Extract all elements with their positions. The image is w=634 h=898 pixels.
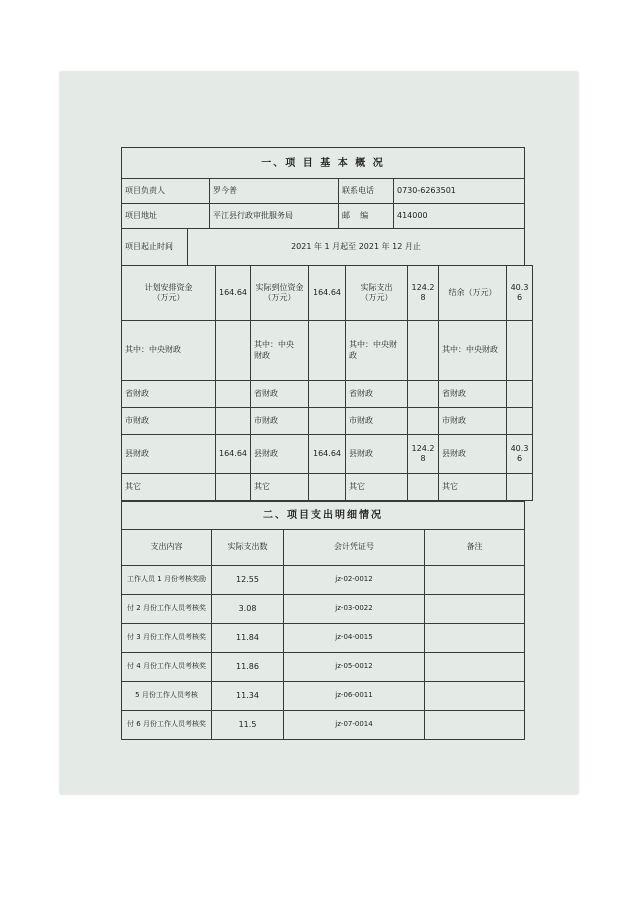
row-value-c (407, 380, 439, 408)
row-label-d: 其它 (438, 473, 507, 501)
row-value-c (407, 407, 439, 435)
header-content: 支出内容 (121, 529, 212, 566)
detail-voucher: jz-07-0014 (283, 710, 425, 740)
row-label-a: 市财政 (121, 407, 216, 435)
row-label-b: 省财政 (250, 380, 309, 408)
detail-content: 付 3 月份工作人员考核奖 (121, 623, 212, 653)
row-label-c: 省财政 (345, 380, 408, 408)
row-label-a: 其中：中央财政 (121, 320, 216, 381)
row-label-d: 市财政 (438, 407, 507, 435)
row-label-d: 其中：中央财政 (438, 320, 507, 381)
detail-voucher: jz-03-0022 (283, 594, 425, 624)
leader-value: 罗今普 (209, 178, 339, 204)
detail-content: 5 月份工作人员考核 (121, 681, 212, 711)
row-label-c: 其中：中央财 政 (345, 320, 408, 381)
address-label: 项目地址 (121, 203, 210, 229)
detail-voucher: jz-02-0012 (283, 565, 425, 595)
row-value-c: 124.2 8 (407, 434, 439, 474)
detail-amount: 11.34 (211, 681, 284, 711)
arrived-value: 164.64 (308, 265, 346, 321)
balance-value: 40.3 6 (506, 265, 533, 321)
row-value-d (506, 407, 533, 435)
row-label-a: 其它 (121, 473, 216, 501)
row-label-b: 其中：中央 财政 (250, 320, 309, 381)
section1-title: 一、项 目 基 本 概 况 (121, 147, 525, 179)
address-value: 平江县行政审批服务局 (209, 203, 339, 229)
detail-voucher: jz-04-0015 (283, 623, 425, 653)
row-value-d (506, 380, 533, 408)
detail-voucher: jz-06-0011 (283, 681, 425, 711)
header-note: 备注 (424, 529, 525, 566)
row-value-a (215, 473, 251, 501)
row-value-b (308, 380, 346, 408)
detail-amount: 11.5 (211, 710, 284, 740)
header-voucher: 会计凭证号 (283, 529, 425, 566)
detail-amount: 11.86 (211, 652, 284, 682)
row-label-b: 其它 (250, 473, 309, 501)
period-label: 项目起止时间 (121, 228, 188, 266)
detail-content: 付 6 月份工作人员考核奖 (121, 710, 212, 740)
phone-value: 0730-6263501 (393, 178, 525, 204)
leader-label: 项目负责人 (121, 178, 210, 204)
period-value: 2021 年 1 月起至 2021 年 12 月止 (187, 228, 525, 266)
detail-note (424, 710, 525, 740)
row-label-a: 县财政 (121, 434, 216, 474)
row-label-d: 省财政 (438, 380, 507, 408)
detail-voucher: jz-05-0012 (283, 652, 425, 682)
row-label-b: 市财政 (250, 407, 309, 435)
row-label-c: 其它 (345, 473, 408, 501)
row-value-d (506, 473, 533, 501)
row-value-d (506, 320, 533, 381)
detail-note (424, 594, 525, 624)
zip-value: 414000 (393, 203, 525, 229)
row-value-a (215, 407, 251, 435)
phone-label: 联系电话 (338, 178, 394, 204)
detail-content: 付 4 月份工作人员考核奖 (121, 652, 212, 682)
spent-label: 实际支出 （万元） (345, 265, 408, 321)
row-label-c: 县财政 (345, 434, 408, 474)
detail-amount: 3.08 (211, 594, 284, 624)
section2-title: 二、项目支出明细情况 (121, 501, 525, 530)
arrived-label: 实际到位资金 （万元） (250, 265, 309, 321)
detail-note (424, 623, 525, 653)
planned-label: 计划安排资金 （万元） (121, 265, 216, 321)
row-label-b: 县财政 (250, 434, 309, 474)
row-value-b (308, 473, 346, 501)
row-value-a (215, 380, 251, 408)
detail-amount: 11.84 (211, 623, 284, 653)
detail-note (424, 681, 525, 711)
detail-amount: 12.55 (211, 565, 284, 595)
row-value-a: 164.64 (215, 434, 251, 474)
planned-value: 164.64 (215, 265, 251, 321)
balance-label: 结余（万元） (438, 265, 507, 321)
row-label-c: 市财政 (345, 407, 408, 435)
detail-content: 工作人员 1 月份考核奖励 (121, 565, 212, 595)
row-value-b (308, 320, 346, 381)
row-value-c (407, 320, 439, 381)
row-label-d: 县财政 (438, 434, 507, 474)
header-amount: 实际支出数 (211, 529, 284, 566)
row-value-b: 164.64 (308, 434, 346, 474)
spent-value: 124.2 8 (407, 265, 439, 321)
row-value-b (308, 407, 346, 435)
detail-note (424, 565, 525, 595)
row-value-d: 40.3 6 (506, 434, 533, 474)
row-value-c (407, 473, 439, 501)
row-label-a: 省财政 (121, 380, 216, 408)
row-value-a (215, 320, 251, 381)
detail-note (424, 652, 525, 682)
zip-label: 邮 编 (338, 203, 394, 229)
detail-content: 付 2 月份工作人员考核奖 (121, 594, 212, 624)
